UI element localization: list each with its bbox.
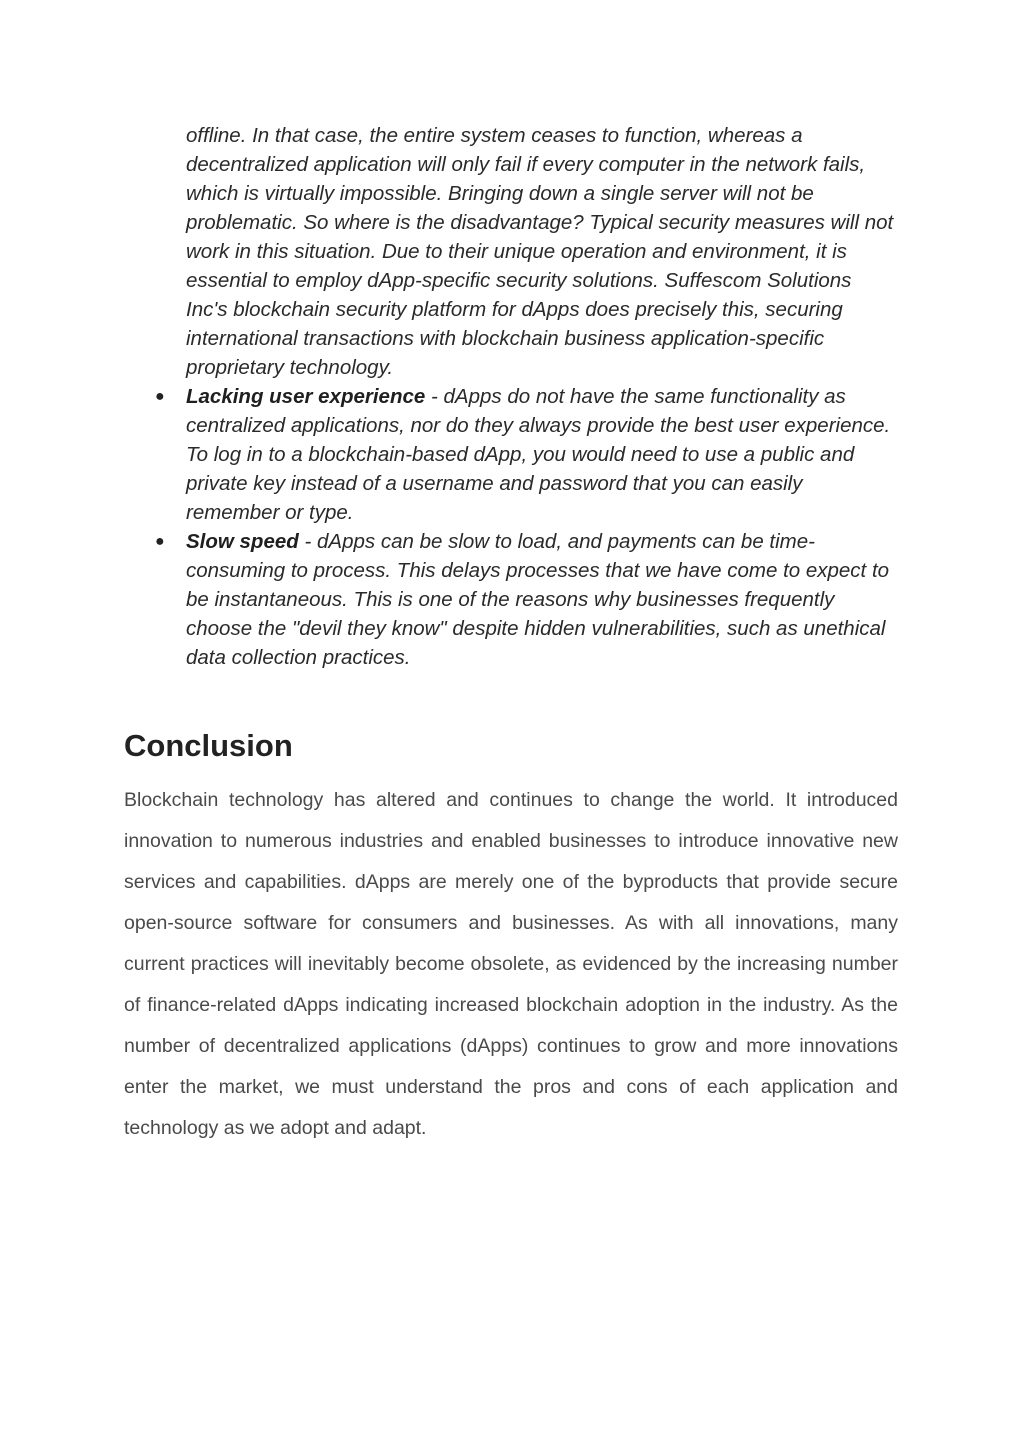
list-item-description: - dApps do not have the same functionality as centralized applications, nor do they always provide the best user experience. To log in to a blockchain-based dApp, you would need to use a public and private key instead of a username and password that you can easily remember or type. (186, 385, 891, 524)
bullet-icon: ● (155, 388, 165, 405)
disadvantages-list (155, 121, 898, 672)
list-item-lacking-user-experience (155, 382, 898, 527)
list-item-term: Slow speed (186, 530, 299, 553)
section-heading-conclusion: Conclusion (124, 728, 293, 763)
continued-list-item-text: offline. In that case, the entire system ceases to function, whereas a decentralized application will only fail if every computer in the network fails, which is virtually impossible. Bringing down a single server will not be problematic. So where is the disadvantage? Typical security measures will not work in this situation. Due to their unique operation and environment, it is essential to employ dApp-specific security solutions. Suffescom Solutions Inc's blockchain security platform for dApps does precisely this, securing international transactions with blockchain business application-specific proprietary technology. (186, 124, 894, 379)
conclusion-paragraph: Blockchain technology has altered and continues to change the world. It introduced innovation to numerous industries and enabled businesses to introduce innovative new services and capabilities. dApps are merely one of the byproducts that provide secure open-source software for consumers and businesses. As with all innovations, many current practices will inevitably become obsolete, as evidenced by the increasing number of finance-related dApps indicating increased blockchain adoption in the industry. As the number of decentralized applications (dApps) continues to grow and more innovations enter the market, we must understand the pros and cons of each application and technology as we adopt and adapt. (124, 789, 898, 1139)
bullet-icon: ● (155, 533, 165, 550)
list-item-description: - dApps can be slow to load, and payments can be time-consuming to process. This delays processes that we have come to expect to be instantaneous. This is one of the reasons why businesses frequently choose the "devil they know" despite hidden vulnerabilities, such as unethical data collection practices. (186, 530, 890, 669)
list-item-term: Lacking user experience (186, 385, 426, 408)
list-item-slow-speed (155, 527, 898, 672)
